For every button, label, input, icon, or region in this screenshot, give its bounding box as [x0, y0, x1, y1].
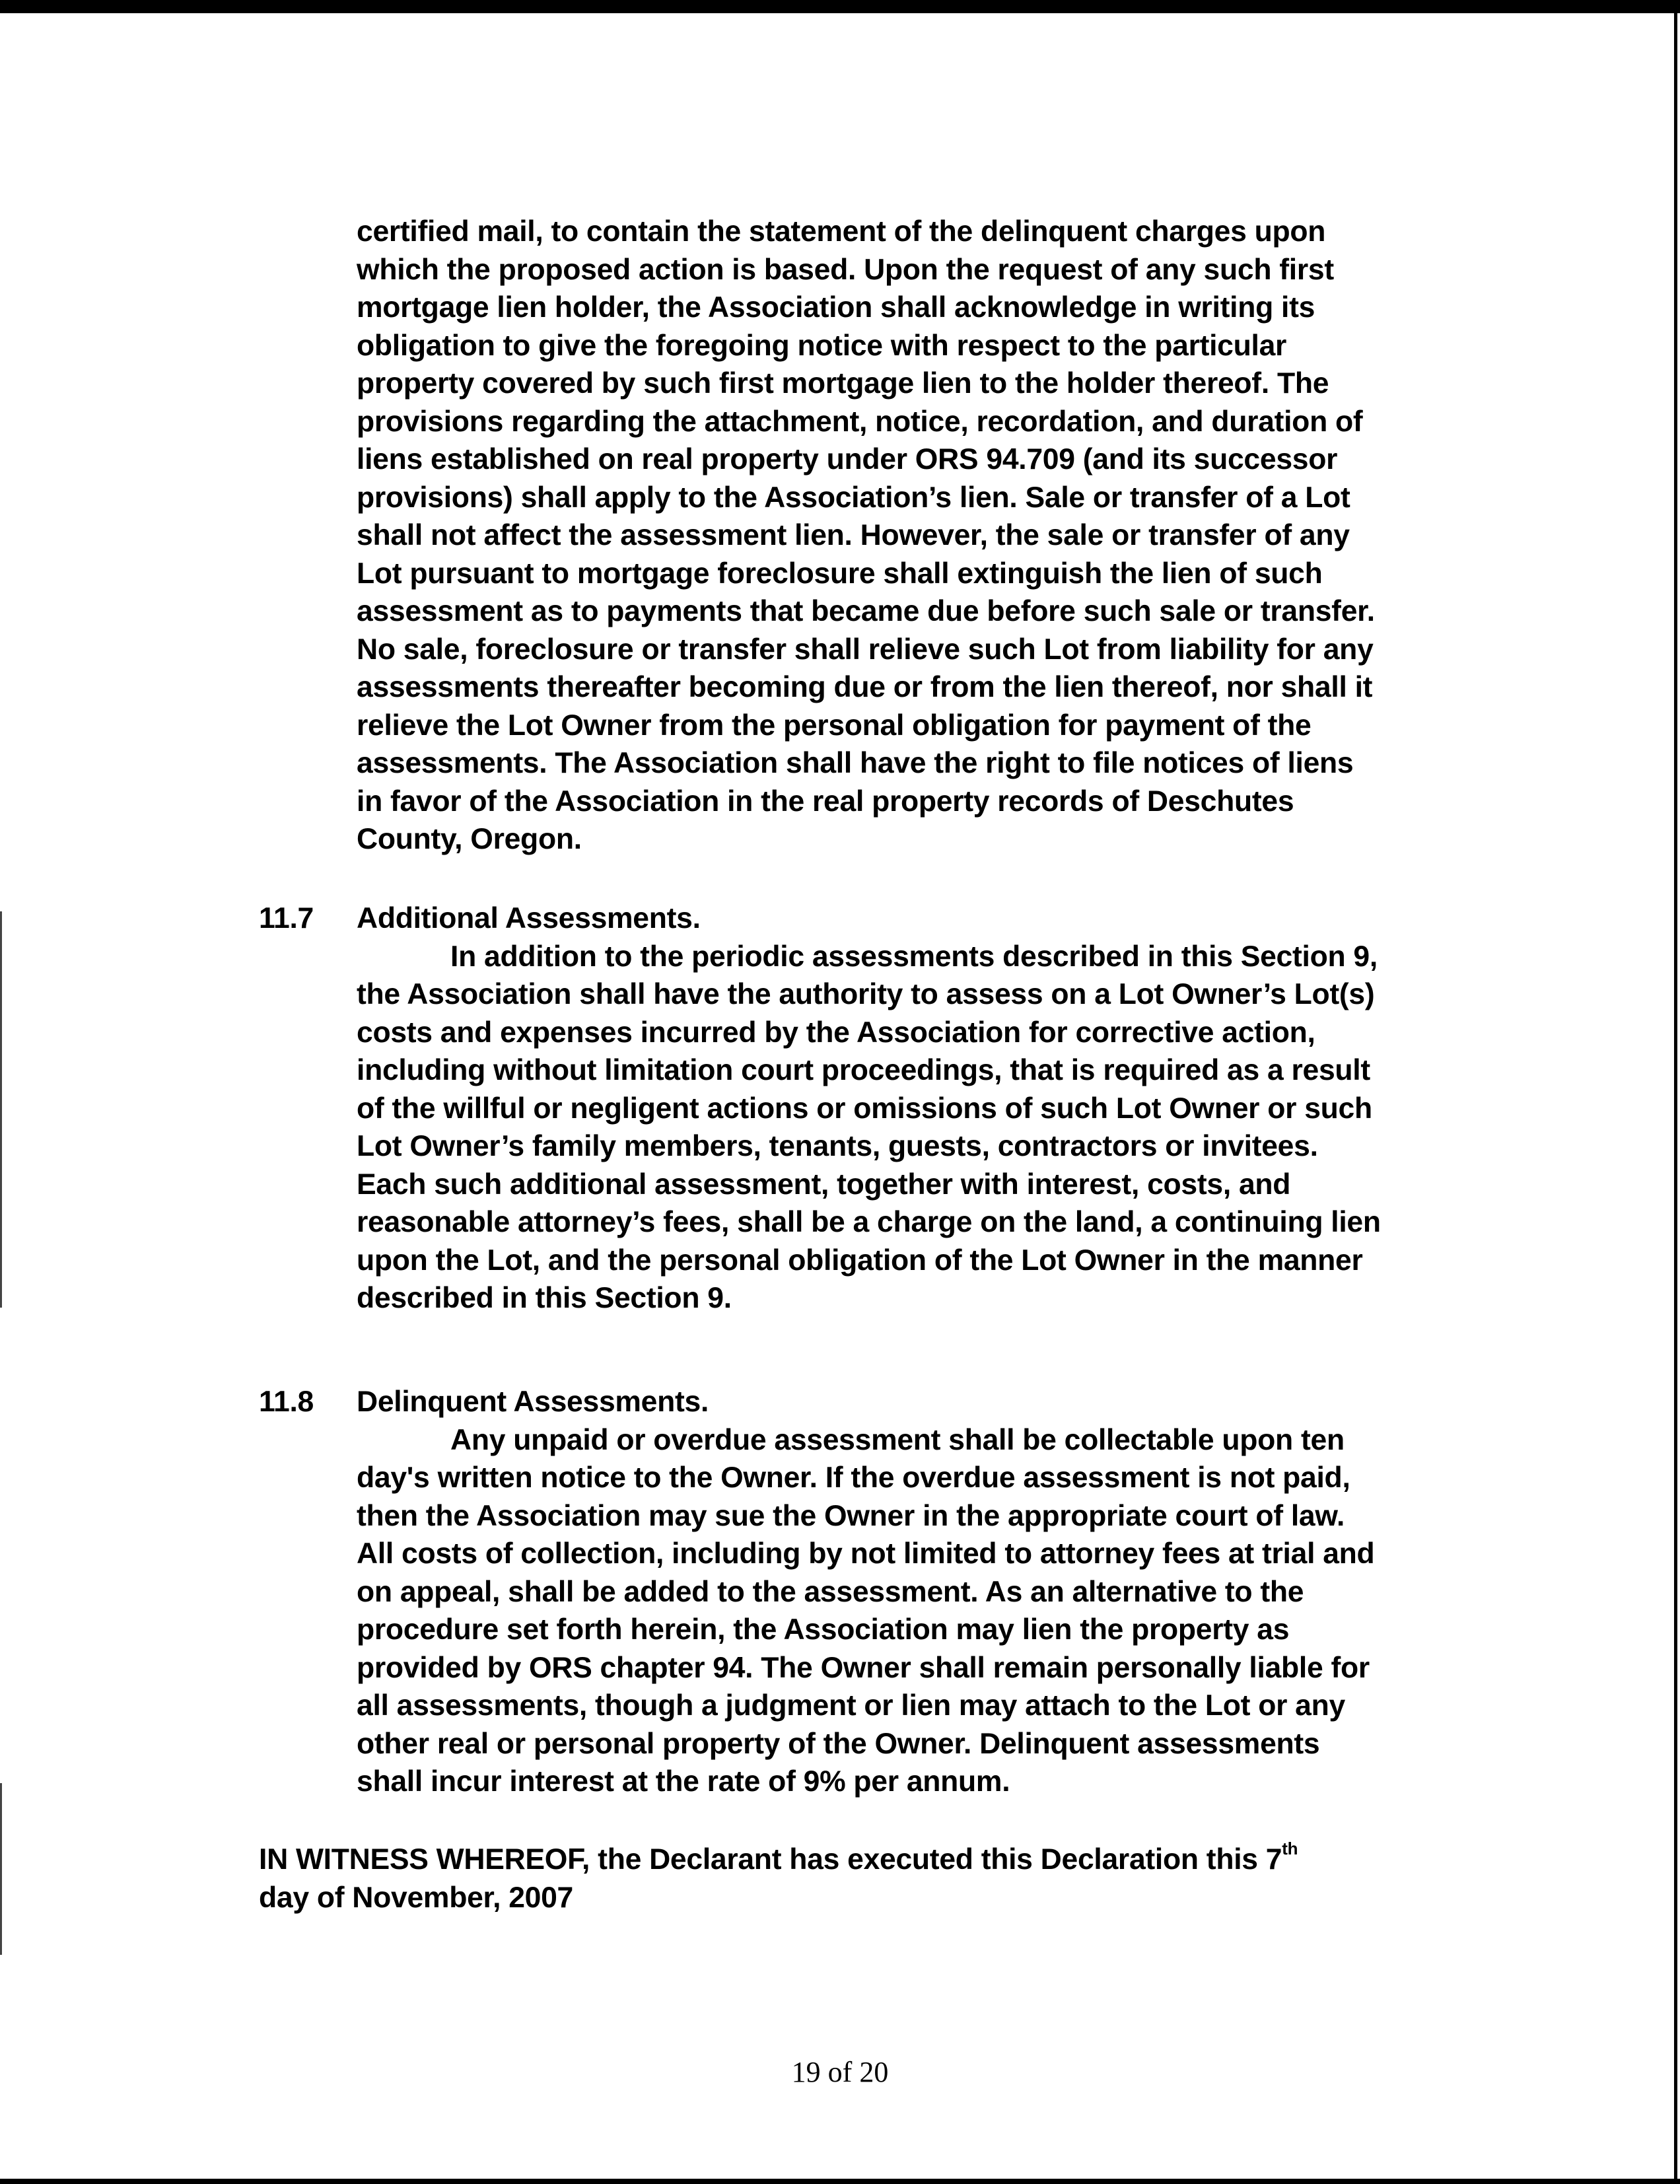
scan-bottom-border	[0, 2179, 1680, 2184]
text-line: County, Oregon.	[357, 823, 582, 855]
section-body	[357, 1421, 1374, 1801]
text-line: on appeal, shall be added to the assessment. As an alternative to the	[357, 1575, 1304, 1608]
witness-line	[259, 1841, 1298, 1879]
text-line: assessments. The Association shall have the right to file notices of liens	[357, 747, 1354, 779]
text-line: then the Association may sue the Owner in the appropriate court of law.	[357, 1499, 1345, 1532]
text-line: shall incur interest at the rate of 9% per annum.	[357, 1765, 1010, 1798]
text-line: obligation to give the foregoing notice with respect to the particular	[357, 329, 1287, 362]
text-line: costs and expenses incurred by the Association for corrective action,	[357, 1016, 1315, 1049]
text-line: upon the Lot, and the personal obligation of the Lot Owner in the manner	[357, 1244, 1363, 1277]
text-line: assessment as to payments that became due before such sale or transfer.	[357, 595, 1375, 627]
section-11-7	[259, 899, 1381, 1318]
text-line: day's written notice to the Owner. If the overdue assessment is not paid,	[357, 1462, 1350, 1494]
ordinal-suffix: th	[1282, 1839, 1298, 1858]
text-line: including without limitation court proceedings, that is required as a result	[357, 1054, 1370, 1086]
text-line: relieve the Lot Owner from the personal obligation for payment of the	[357, 709, 1312, 742]
continued-paragraph	[357, 213, 1375, 859]
section-number: 11.7	[259, 902, 314, 934]
text-line: of the willful or negligent actions or omissions of such Lot Owner or such	[357, 1092, 1372, 1125]
scan-left-edge-mark	[0, 1783, 2, 1955]
section-body	[357, 938, 1381, 1318]
text-line: Each such additional assessment, together with interest, costs, and	[357, 1168, 1291, 1201]
text-line: mortgage lien holder, the Association shall acknowledge in writing its	[357, 291, 1315, 324]
text-line: All costs of collection, including by not limited to attorney fees at trial and	[357, 1537, 1375, 1570]
text-line: Any unpaid or overdue assessment shall be collectable upon ten	[450, 1423, 1345, 1456]
text-line: Lot pursuant to mortgage foreclosure shall extinguish the lien of such	[357, 557, 1323, 590]
text-line: in favor of the Association in the real property records of Deschutes	[357, 785, 1294, 818]
text-line: described in this Section 9.	[357, 1282, 732, 1314]
text-line: which the proposed action is based. Upon the request of any such first	[357, 253, 1334, 286]
text-line: provisions) shall apply to the Association’s lien. Sale or transfer of a Lot	[357, 481, 1350, 514]
page-number: 19 of 20	[791, 2056, 889, 2088]
section-11-8	[259, 1383, 1375, 1801]
text-line: No sale, foreclosure or transfer shall relieve such Lot from liability for any	[357, 633, 1374, 666]
text-line: other real or personal property of the Owner. Delinquent assessments	[357, 1727, 1320, 1760]
text-line: property covered by such first mortgage lien to the holder thereof. The	[357, 367, 1329, 400]
section-number: 11.8	[259, 1386, 314, 1418]
text-line: provisions regarding the attachment, notice, recordation, and duration of	[357, 405, 1363, 438]
text-line: In addition to the periodic assessments described in this Section 9,	[450, 940, 1378, 973]
text-line: shall not affect the assessment lien. However, the sale or transfer of any	[357, 519, 1350, 551]
text-line: reasonable attorney’s fees, shall be a charge on the land, a continuing lien	[357, 1206, 1381, 1238]
scan-right-border	[1674, 13, 1677, 2179]
section-title: Additional Assessments.	[357, 902, 701, 934]
text-line: procedure set forth herein, the Association may lien the property as	[357, 1613, 1290, 1646]
scan-top-border	[0, 0, 1680, 13]
text-line: all assessments, though a judgment or lien may attach to the Lot or any	[357, 1689, 1345, 1722]
witness-clause	[259, 1841, 1298, 1917]
witness-line: day of November, 2007	[259, 1881, 574, 1914]
text-line: Lot Owner’s family members, tenants, guests, contractors or invitees.	[357, 1130, 1318, 1162]
text-line: liens established on real property under ORS 94.709 (and its successor	[357, 443, 1338, 476]
section-title: Delinquent Assessments.	[357, 1386, 709, 1418]
text-line: provided by ORS chapter 94. The Owner shall remain personally liable for	[357, 1651, 1370, 1684]
text-line: the Association shall have the authority to assess on a Lot Owner’s Lot(s)	[357, 978, 1375, 1010]
section-heading	[259, 899, 1283, 938]
witness-text: IN WITNESS WHEREOF, the Declarant has executed this Declaration this 7	[259, 1843, 1282, 1876]
text-line: certified mail, to contain the statement of the delinquent charges upon	[357, 215, 1326, 248]
section-heading	[259, 1383, 1277, 1421]
text-line: assessments thereafter becoming due or from the lien thereof, nor shall it	[357, 671, 1373, 703]
scan-left-edge-mark	[0, 911, 2, 1308]
